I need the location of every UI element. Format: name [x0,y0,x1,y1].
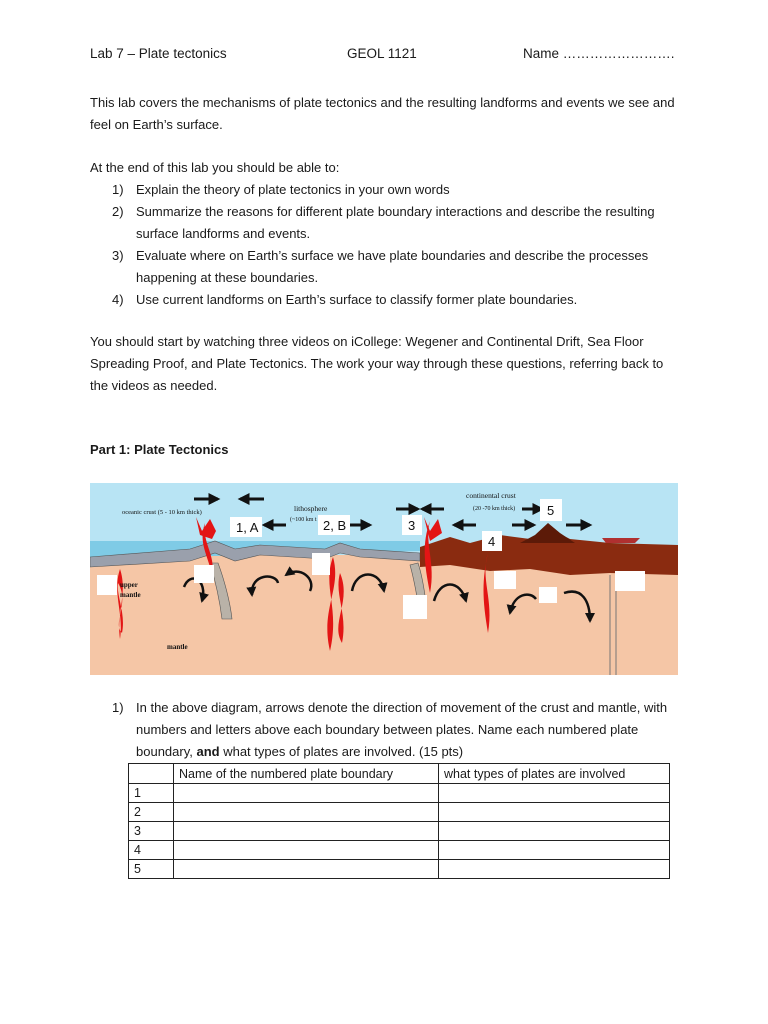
table-row: 5 [129,860,670,879]
answer-cell[interactable] [439,841,670,860]
answer-cell[interactable] [439,784,670,803]
continental-crust-caption: continental crust [466,491,516,500]
answer-box[interactable] [194,565,214,583]
col-header-boundary-name: Name of the numbered plate boundary [174,764,439,784]
oceanic-crust-caption: oceanic crust (5 - 10 km thick) [122,509,202,516]
page-header [90,46,690,64]
answer-box[interactable] [403,595,427,619]
lithosphere-caption: lithosphere [294,504,328,513]
col-header-plate-types: what types of plates are involved [439,764,670,784]
continental-crust-thickness: (20 -70 km thick) [473,506,516,512]
answer-cell[interactable] [174,860,439,879]
list-item: 3) Evaluate where on Earth’s surface we have plate boundaries and describe the processes happening at these boundaries. [112,248,649,285]
answer-box[interactable] [615,571,645,591]
answer-cell[interactable] [439,822,670,841]
plate-tectonics-diagram [90,483,678,675]
answer-box[interactable] [97,575,117,595]
answer-cell[interactable] [174,784,439,803]
boundary-label-2b: 2, B [323,518,347,533]
answer-table [128,763,670,879]
answer-cell[interactable] [174,841,439,860]
boundary-label-5: 5 [547,503,555,518]
upper-mantle-caption: upper [120,581,138,589]
question-1: 1) In the above diagram, arrows denote the direction of movement of the crust and mantle, with numbers and letters above each boundary between plates. Name each numbered plate boundary, and what types of plates are involved. (15 pts) [112,700,668,759]
answer-box[interactable] [539,587,557,603]
table-row: 3 [129,822,670,841]
table-row: 1 [129,784,670,803]
videos-paragraph: You should start by watching three videos on iCollege: Wegener and Continental Drift, Sea Floor Spreading Proof, and Plate Tectonics. The work your way through these questions, referring back to the videos as needed. [90,334,664,393]
ship-icon [602,538,640,543]
boundary-label-4: 4 [488,534,496,549]
table-row: 2 [129,803,670,822]
answer-cell[interactable] [439,860,670,879]
intro-paragraph: This lab covers the mechanisms of plate tectonics and the resulting landforms and events we see and feel on Earth’s surface. [90,95,675,132]
name-field[interactable]: Name ……………………. [523,46,675,61]
table-header-row [129,764,670,784]
table-row: 4 [129,841,670,860]
lithosphere-thickness: (~100 km t [290,517,317,523]
answer-cell[interactable] [439,803,670,822]
mantle-caption: mantle [167,643,188,651]
course-code: GEOL 1121 [347,46,417,61]
lab-title: Lab 7 – Plate tectonics [90,46,227,61]
objectives-intro: At the end of this lab you should be able to: [90,160,340,175]
list-item: 1) Explain the theory of plate tectonics in your own words [112,182,450,197]
part1-heading: Part 1: Plate Tectonics [90,442,229,457]
objectives-list [112,179,682,311]
list-item: 2) Summarize the reasons for different plate boundary interactions and describe the resulting surface landforms and events. [112,204,655,241]
boundary-label-1a: 1, A [236,520,259,535]
answer-cell[interactable] [174,822,439,841]
boundary-label-3: 3 [408,518,416,533]
answer-box[interactable] [312,553,330,575]
list-item: 4) Use current landforms on Earth’s surface to classify former plate boundaries. [112,292,578,307]
answer-box[interactable] [494,571,516,589]
answer-cell[interactable] [174,803,439,822]
upper-mantle-caption-2: mantle [120,591,141,599]
